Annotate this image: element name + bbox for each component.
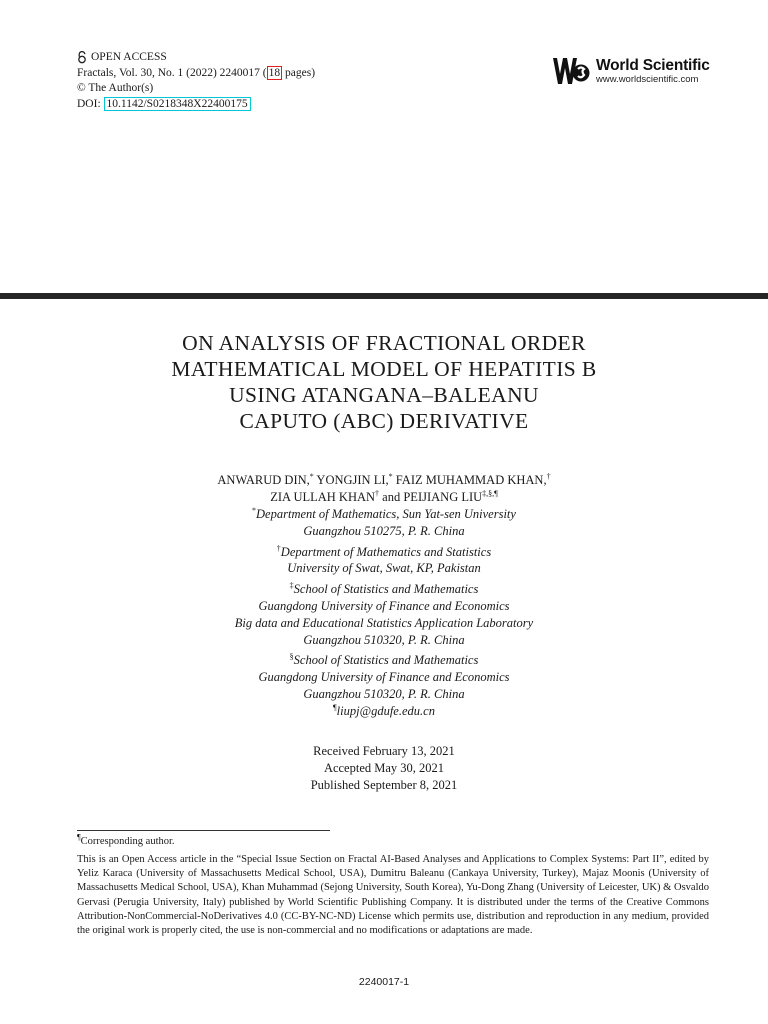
publisher-url[interactable]: www.worldscientific.com bbox=[596, 73, 699, 85]
author-conjunction: and bbox=[379, 489, 404, 504]
footnote-rule bbox=[77, 830, 330, 831]
world-scientific-logo-icon bbox=[552, 54, 590, 88]
author-line-1 bbox=[0, 472, 768, 489]
affiliation-line: Big data and Educational Statistics Application Laboratory bbox=[234, 615, 534, 630]
affiliation-line: Guangdong University of Finance and Economics bbox=[258, 670, 510, 685]
open-access-line bbox=[77, 50, 315, 66]
affiliation-line: Guangzhou 510320, P. R. China bbox=[303, 632, 465, 647]
affiliation-mark: † bbox=[276, 543, 281, 553]
license-text: This is an Open Access article in the “Special Issue Section on Fractal AI-Based Analyses and Applications to Complex Systems: Part II”, edited by Yeliz Karaca (University of Massachusetts Medical School, USA), Dumitru Baleanu (Cankaya University, Turkey), Majaz Moonis (University of Massachusetts Medical School, USA), Khan Muhammad (Sejong University, South Korea), Yu-Dong Zhang (University of Leicester, UK) & Osvaldo Gervasi (Perugia University, Italy) published by World Scientific Publishing Company. It is distributed under the terms of the Creative Commons Attribution-NonCommercial-NoDerivatives 4.0 (CC-BY-NC-ND) License which permits use, distribution and reproduction in any medium, provided the original work is properly cited, the use is non-commercial and no modifications or adaptations are made. bbox=[77, 854, 709, 937]
pages-link[interactable]: 18 bbox=[268, 66, 281, 79]
affiliation-line: Guangzhou 510320, P. R. China bbox=[303, 686, 465, 701]
journal-prefix: Fractals, Vol. 30, No. 1 (2022) 2240017 ( bbox=[77, 66, 267, 79]
author-line-2 bbox=[0, 489, 768, 506]
affiliation-mark: ‡ bbox=[289, 581, 294, 591]
copyright-line: © The Author(s) bbox=[77, 82, 154, 94]
affiliation-line: School of Statistics and Mathematics bbox=[293, 653, 479, 668]
published-date: Published September 8, 2021 bbox=[310, 778, 458, 792]
affiliation-line: Guangzhou 510275, P. R. China bbox=[303, 523, 465, 538]
journal-suffix: pages) bbox=[282, 66, 316, 79]
open-access-lock-icon bbox=[77, 51, 87, 64]
affiliation-block bbox=[0, 506, 768, 540]
doi-line bbox=[77, 97, 315, 113]
author-name: YONGJIN LI, bbox=[313, 473, 389, 487]
affiliation-mark[interactable]: † bbox=[375, 488, 380, 498]
header-rule bbox=[0, 293, 768, 299]
article-header bbox=[77, 50, 315, 112]
journal-citation bbox=[77, 66, 315, 82]
author-name: ZIA ULLAH KHAN bbox=[270, 489, 376, 504]
affiliation-line: Department of Mathematics, Sun Yat-sen University bbox=[256, 507, 516, 521]
author-name: ANWARUD DIN, bbox=[217, 473, 310, 487]
affiliation-block bbox=[0, 652, 768, 719]
author-name: PEIJIANG LIU bbox=[403, 489, 483, 504]
affiliation-block bbox=[0, 544, 768, 578]
affiliation-line: University of Swat, Swat, KP, Pakistan bbox=[287, 561, 481, 576]
corresponding-email[interactable]: liupj@gdufe.edu.cn bbox=[336, 703, 435, 718]
title-line: CAPUTO (ABC) DERIVATIVE bbox=[239, 409, 529, 433]
affiliation-line: School of Statistics and Mathematics bbox=[293, 582, 479, 597]
received-date: Received February 13, 2021 bbox=[313, 744, 455, 758]
affiliation-block bbox=[0, 581, 768, 648]
publisher-logo[interactable] bbox=[552, 54, 710, 88]
affiliations bbox=[0, 506, 768, 720]
title-line: USING ATANGANA–BALEANU bbox=[229, 383, 539, 407]
footnote-text: Corresponding author. bbox=[80, 836, 175, 847]
doi-link[interactable]: 10.1142/S0218348X22400175 bbox=[104, 97, 251, 111]
article-title bbox=[0, 330, 768, 434]
affiliation-line: Department of Mathematics and Statistics bbox=[280, 544, 492, 559]
publication-dates bbox=[0, 743, 768, 794]
affiliation-mark: * bbox=[252, 505, 257, 515]
author-name: FAIZ MUHAMMAD KHAN, bbox=[392, 473, 547, 487]
open-access-label: OPEN ACCESS bbox=[91, 51, 167, 63]
author-list bbox=[0, 472, 768, 505]
affiliation-line: Guangdong University of Finance and Economics bbox=[258, 598, 510, 613]
accepted-date: Accepted May 30, 2021 bbox=[323, 761, 445, 775]
affiliation-mark[interactable]: * bbox=[309, 471, 314, 481]
title-line: ON ANALYSIS OF FRACTIONAL ORDER bbox=[182, 331, 586, 355]
publisher-name: World Scientific bbox=[596, 56, 710, 74]
affiliation-mark[interactable]: * bbox=[388, 471, 393, 481]
affiliation-mark[interactable]: † bbox=[546, 471, 551, 481]
doi-label: DOI: bbox=[77, 97, 104, 110]
page-number: 2240017-1 bbox=[358, 976, 410, 988]
footnote-mark: ¶ bbox=[77, 832, 81, 842]
affiliation-mark: ¶ bbox=[333, 702, 337, 712]
affiliation-mark: § bbox=[289, 652, 294, 662]
affiliation-mark[interactable]: ‡,§,¶ bbox=[482, 488, 498, 498]
title-line: MATHEMATICAL MODEL OF HEPATITIS B bbox=[171, 357, 597, 381]
corresponding-footnote bbox=[77, 832, 175, 849]
